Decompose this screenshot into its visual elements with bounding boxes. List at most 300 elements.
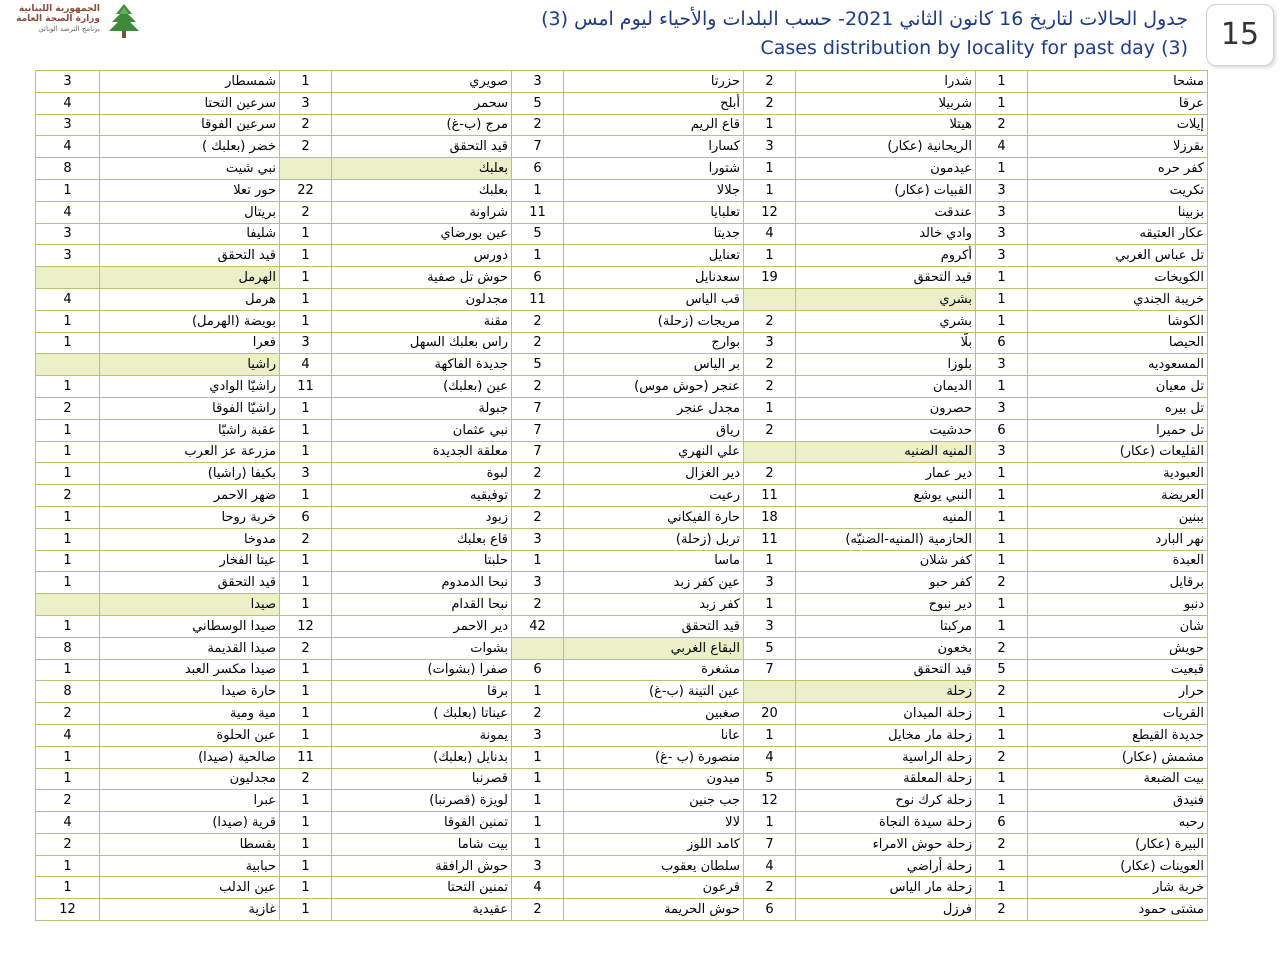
locality-name: شتورا xyxy=(564,158,744,180)
locality-name: بدنايل (بعلبك) xyxy=(332,746,512,768)
locality-name: تل عباس الغربي xyxy=(1028,245,1208,267)
logo-line-3: برنامج الترصد الوبائي xyxy=(38,25,100,33)
table-row xyxy=(36,572,1208,594)
locality-name: زحلة الميدان xyxy=(796,703,976,725)
table-row xyxy=(36,833,1208,855)
locality-name: بزبينا xyxy=(1028,201,1208,223)
case-count: 2 xyxy=(280,201,332,223)
locality-name: بشوات xyxy=(332,637,512,659)
locality-name: الحيصا xyxy=(1028,332,1208,354)
page-title-english: Cases distribution by locality for past day (3) xyxy=(760,37,1188,59)
locality-name: دير الاحمر xyxy=(332,615,512,637)
locality-name: نهر البارد xyxy=(1028,528,1208,550)
case-count: 19 xyxy=(744,267,796,289)
locality-name: تعنايل xyxy=(564,245,744,267)
locality-name: حارة صيدا xyxy=(100,681,280,703)
locality-name: مجدل عنجر xyxy=(564,397,744,419)
cedar-icon xyxy=(104,2,144,42)
locality-name: سحمر xyxy=(332,92,512,114)
table-row xyxy=(36,419,1208,441)
case-count: 1 xyxy=(976,615,1028,637)
case-count: 1 xyxy=(744,812,796,834)
locality-name: بشري xyxy=(796,288,976,310)
locality-name: سلطان يعقوب xyxy=(564,855,744,877)
case-count: 5 xyxy=(512,223,564,245)
case-count xyxy=(744,681,796,703)
locality-name: شراونة xyxy=(332,201,512,223)
case-count: 20 xyxy=(744,703,796,725)
table-row xyxy=(36,659,1208,681)
locality-name: نبي عثمان xyxy=(332,419,512,441)
locality-name: عكار العتيقه xyxy=(1028,223,1208,245)
case-count: 1 xyxy=(744,724,796,746)
locality-name: معلقة الجديدة xyxy=(332,441,512,463)
case-count: 2 xyxy=(744,376,796,398)
locality-name: بيت الضبعة xyxy=(1028,768,1208,790)
case-count: 1 xyxy=(280,288,332,310)
locality-name: عين كفر زبد xyxy=(564,572,744,594)
case-count: 1 xyxy=(36,550,100,572)
case-count: 1 xyxy=(512,746,564,768)
locality-name: عنجر (حوش موس) xyxy=(564,376,744,398)
table-row xyxy=(36,114,1208,136)
case-count: 2 xyxy=(744,463,796,485)
case-count: 3 xyxy=(36,245,100,267)
case-count: 2 xyxy=(512,463,564,485)
locality-name: شمسطار xyxy=(100,71,280,93)
case-count: 1 xyxy=(976,855,1028,877)
locality-name: برقا xyxy=(332,681,512,703)
case-count: 3 xyxy=(36,223,100,245)
case-count: 7 xyxy=(512,419,564,441)
case-count: 4 xyxy=(36,288,100,310)
page-number: 15 xyxy=(1206,4,1274,66)
locality-name: بلوزا xyxy=(796,354,976,376)
case-count: 1 xyxy=(280,899,332,921)
locality-name: مشتى حمود xyxy=(1028,899,1208,921)
table-row xyxy=(36,310,1208,332)
case-count: 6 xyxy=(976,812,1028,834)
case-count: 4 xyxy=(744,746,796,768)
table-row xyxy=(36,615,1208,637)
case-count: 1 xyxy=(36,441,100,463)
locality-name: غازية xyxy=(100,899,280,921)
locality-name: إيلات xyxy=(1028,114,1208,136)
locality-name: مية ومية xyxy=(100,703,280,725)
case-count: 1 xyxy=(280,71,332,93)
case-count: 1 xyxy=(744,397,796,419)
locality-name: البقاع الغربي xyxy=(564,637,744,659)
locality-name: زحلة أراضي xyxy=(796,855,976,877)
case-count: 2 xyxy=(976,899,1028,921)
locality-name: سعدنايل xyxy=(564,267,744,289)
locality-name: حويش xyxy=(1028,637,1208,659)
locality-name: عيدمون xyxy=(796,158,976,180)
table-row xyxy=(36,790,1208,812)
case-count: 3 xyxy=(512,855,564,877)
case-count xyxy=(744,441,796,463)
case-count: 12 xyxy=(280,615,332,637)
locality-name: حلبتا xyxy=(332,550,512,572)
locality-name: كفر زبد xyxy=(564,594,744,616)
locality-name: المنيه الضنيه xyxy=(796,441,976,463)
case-count: 1 xyxy=(36,659,100,681)
locality-name: القليعات (عكار) xyxy=(1028,441,1208,463)
case-count: 3 xyxy=(280,463,332,485)
locality-name: عين الحلوة xyxy=(100,724,280,746)
case-count: 1 xyxy=(976,376,1028,398)
locality-name: مقنة xyxy=(332,310,512,332)
case-count: 4 xyxy=(976,136,1028,158)
locality-name: جديتا xyxy=(564,223,744,245)
case-count: 1 xyxy=(280,790,332,812)
case-count: 8 xyxy=(36,637,100,659)
locality-name: فنيدق xyxy=(1028,790,1208,812)
case-count: 3 xyxy=(36,71,100,93)
case-count: 1 xyxy=(744,158,796,180)
case-count: 8 xyxy=(36,158,100,180)
locality-name: دير نبوح xyxy=(796,594,976,616)
case-count: 2 xyxy=(976,681,1028,703)
locality-name: بريتال xyxy=(100,201,280,223)
case-count: 6 xyxy=(744,899,796,921)
case-count: 2 xyxy=(280,114,332,136)
case-count: 1 xyxy=(36,572,100,594)
locality-name: علي النهري xyxy=(564,441,744,463)
locality-name: قب الياس xyxy=(564,288,744,310)
locality-name: الريحانية (عكار) xyxy=(796,136,976,158)
table-row xyxy=(36,223,1208,245)
case-count: 3 xyxy=(976,223,1028,245)
case-count: 2 xyxy=(36,833,100,855)
case-count: 1 xyxy=(280,724,332,746)
locality-name: قرعون xyxy=(564,877,744,899)
locality-name: فرزل xyxy=(796,899,976,921)
locality-name: مركبتا xyxy=(796,615,976,637)
locality-name: زحلة الراسية xyxy=(796,746,976,768)
locality-name: كفر شلان xyxy=(796,550,976,572)
locality-name: صيدا مكسر العبد xyxy=(100,659,280,681)
case-count: 1 xyxy=(280,594,332,616)
case-count: 1 xyxy=(512,550,564,572)
case-count: 4 xyxy=(36,724,100,746)
locality-name: العريضة xyxy=(1028,485,1208,507)
case-count: 4 xyxy=(744,223,796,245)
locality-name: مجدلون xyxy=(332,288,512,310)
locality-name: المنيه xyxy=(796,506,976,528)
locality-name: القريات xyxy=(1028,703,1208,725)
locality-name: تل بيره xyxy=(1028,397,1208,419)
locality-name: قاع بعلبك xyxy=(332,528,512,550)
locality-name: رياق xyxy=(564,419,744,441)
locality-name: نبي شيت xyxy=(100,158,280,180)
locality-name: مشحا xyxy=(1028,71,1208,93)
locality-name: شليفا xyxy=(100,223,280,245)
table-row xyxy=(36,681,1208,703)
case-count: 2 xyxy=(512,703,564,725)
case-count: 4 xyxy=(744,855,796,877)
table-row xyxy=(36,136,1208,158)
locality-name: جديدة القيطع xyxy=(1028,724,1208,746)
locality-name: كفر حبو xyxy=(796,572,976,594)
table-row xyxy=(36,703,1208,725)
locality-name: مجدليون xyxy=(100,768,280,790)
locality-name: حصرون xyxy=(796,397,976,419)
locality-name: خضر (بعلبك ) xyxy=(100,136,280,158)
locality-name: زحلة مار مخايل xyxy=(796,724,976,746)
case-count: 3 xyxy=(976,245,1028,267)
case-count: 1 xyxy=(36,332,100,354)
case-count: 1 xyxy=(976,768,1028,790)
case-count: 6 xyxy=(976,419,1028,441)
case-count: 1 xyxy=(976,877,1028,899)
table-row xyxy=(36,71,1208,93)
locality-name: صويري xyxy=(332,71,512,93)
case-count: 22 xyxy=(280,179,332,201)
locality-name: صيدا xyxy=(100,594,280,616)
table-row xyxy=(36,92,1208,114)
locality-name: تمنين الفوقا xyxy=(332,812,512,834)
table-row xyxy=(36,594,1208,616)
case-count: 3 xyxy=(512,724,564,746)
locality-name: نبحا الدمدوم xyxy=(332,572,512,594)
locality-name: الحازمية (المنيه-الضنيّه) xyxy=(796,528,976,550)
case-count: 12 xyxy=(36,899,100,921)
case-count: 2 xyxy=(512,485,564,507)
case-count: 12 xyxy=(744,201,796,223)
case-count: 4 xyxy=(36,136,100,158)
case-count: 2 xyxy=(280,768,332,790)
locality-name: لويزة (قصرنبا) xyxy=(332,790,512,812)
case-count: 3 xyxy=(512,528,564,550)
case-count: 3 xyxy=(976,441,1028,463)
case-count: 6 xyxy=(512,659,564,681)
locality-name: بكيفا (راشيا) xyxy=(100,463,280,485)
case-count: 2 xyxy=(512,899,564,921)
locality-name: الكوشا xyxy=(1028,310,1208,332)
case-count: 11 xyxy=(744,485,796,507)
case-count: 1 xyxy=(512,790,564,812)
locality-name: قرية (صيدا) xyxy=(100,812,280,834)
case-count: 1 xyxy=(976,267,1028,289)
locality-name: العوينات (عكار) xyxy=(1028,855,1208,877)
case-count: 2 xyxy=(512,376,564,398)
case-count: 1 xyxy=(36,463,100,485)
case-count: 3 xyxy=(280,92,332,114)
locality-name: المسعوديه xyxy=(1028,354,1208,376)
case-count: 1 xyxy=(976,594,1028,616)
locality-name: دير الغزال xyxy=(564,463,744,485)
locality-name: حزرتا xyxy=(564,71,744,93)
locality-name: عرقا xyxy=(1028,92,1208,114)
locality-name: لالا xyxy=(564,812,744,834)
case-count: 1 xyxy=(976,463,1028,485)
case-count: 1 xyxy=(744,550,796,572)
locality-name: حوش الرافقة xyxy=(332,855,512,877)
table-row xyxy=(36,201,1208,223)
case-count: 3 xyxy=(512,572,564,594)
case-count: 1 xyxy=(744,114,796,136)
case-count: 1 xyxy=(36,855,100,877)
case-count: 1 xyxy=(280,659,332,681)
locality-name: عين التينة (ب-غ) xyxy=(564,681,744,703)
locality-name: بقسطا xyxy=(100,833,280,855)
table-row xyxy=(36,441,1208,463)
locality-name: لبوة xyxy=(332,463,512,485)
locality-name: صفرا (بشوات) xyxy=(332,659,512,681)
case-count: 7 xyxy=(744,833,796,855)
case-count: 2 xyxy=(512,114,564,136)
case-count: 3 xyxy=(976,397,1028,419)
locality-name: بر الياس xyxy=(564,354,744,376)
locality-name: قيد التحقق xyxy=(100,245,280,267)
case-count: 1 xyxy=(36,746,100,768)
case-count: 1 xyxy=(280,223,332,245)
locality-name: قصرنبا xyxy=(332,768,512,790)
case-count: 3 xyxy=(744,572,796,594)
case-count: 1 xyxy=(976,288,1028,310)
case-count: 2 xyxy=(512,506,564,528)
locality-name: تعلبايا xyxy=(564,201,744,223)
locality-name: حارة الفيكاني xyxy=(564,506,744,528)
locality-name: منصورة (ب -غ) xyxy=(564,746,744,768)
locality-name: بيت شاما xyxy=(332,833,512,855)
case-count: 3 xyxy=(744,136,796,158)
case-count: 1 xyxy=(512,833,564,855)
case-count: 1 xyxy=(512,812,564,834)
case-count: 1 xyxy=(976,703,1028,725)
case-count: 42 xyxy=(512,615,564,637)
case-count: 1 xyxy=(36,506,100,528)
table-row xyxy=(36,550,1208,572)
case-count: 6 xyxy=(512,158,564,180)
case-count: 1 xyxy=(280,833,332,855)
locality-name: زبود xyxy=(332,506,512,528)
locality-name: الكويخات xyxy=(1028,267,1208,289)
locality-name: رحبه xyxy=(1028,812,1208,834)
locality-name: جلالا xyxy=(564,179,744,201)
locality-name: كسارا xyxy=(564,136,744,158)
locality-name: سرعين التحتا xyxy=(100,92,280,114)
locality-name: كفر حره xyxy=(1028,158,1208,180)
locality-name: سرعين الفوقا xyxy=(100,114,280,136)
locality-name: الهرمل xyxy=(100,267,280,289)
case-count: 1 xyxy=(280,397,332,419)
case-count: 11 xyxy=(512,201,564,223)
case-count: 1 xyxy=(976,158,1028,180)
case-count: 1 xyxy=(36,615,100,637)
locality-name: عندقت xyxy=(796,201,976,223)
case-count: 1 xyxy=(36,376,100,398)
case-count: 2 xyxy=(744,310,796,332)
case-count: 8 xyxy=(36,681,100,703)
table-row xyxy=(36,768,1208,790)
table-row xyxy=(36,288,1208,310)
locality-name: نبحا القدام xyxy=(332,594,512,616)
case-count: 5 xyxy=(744,768,796,790)
locality-name: زحلة مار الياس xyxy=(796,877,976,899)
case-count xyxy=(512,637,564,659)
locality-name: عبرا xyxy=(100,790,280,812)
case-count: 4 xyxy=(36,201,100,223)
logo-text xyxy=(8,4,100,34)
case-count: 4 xyxy=(36,812,100,834)
locality-name: حرار xyxy=(1028,681,1208,703)
case-count: 1 xyxy=(976,310,1028,332)
case-count: 1 xyxy=(280,572,332,594)
cases-table xyxy=(35,70,1208,921)
locality-name: خربة روحا xyxy=(100,506,280,528)
table-row xyxy=(36,899,1208,921)
locality-name: ضهر الاحمر xyxy=(100,485,280,507)
case-count: 2 xyxy=(976,114,1028,136)
case-count: 1 xyxy=(280,703,332,725)
locality-name: الديمان xyxy=(796,376,976,398)
case-count: 11 xyxy=(280,376,332,398)
case-count: 3 xyxy=(36,114,100,136)
locality-name: بخعون xyxy=(796,637,976,659)
case-count: 7 xyxy=(744,659,796,681)
locality-name: بلّا xyxy=(796,332,976,354)
locality-name: دنبو xyxy=(1028,594,1208,616)
locality-name: خربة شار xyxy=(1028,877,1208,899)
table-row xyxy=(36,812,1208,834)
case-count: 11 xyxy=(280,746,332,768)
case-count: 1 xyxy=(36,877,100,899)
locality-name: برقايل xyxy=(1028,572,1208,594)
case-count: 1 xyxy=(512,681,564,703)
case-count: 1 xyxy=(36,310,100,332)
locality-name: عانا xyxy=(564,724,744,746)
locality-name: عين (بعلبك) xyxy=(332,376,512,398)
case-count: 12 xyxy=(744,790,796,812)
case-count: 1 xyxy=(976,550,1028,572)
locality-name: فعرا xyxy=(100,332,280,354)
case-count: 2 xyxy=(36,703,100,725)
locality-name: توفيقيه xyxy=(332,485,512,507)
locality-name: مدوخا xyxy=(100,528,280,550)
locality-name: حدشيت xyxy=(796,419,976,441)
table-row xyxy=(36,354,1208,376)
locality-name: بعلبك xyxy=(332,179,512,201)
locality-name: قيد التحقق xyxy=(564,615,744,637)
case-count: 1 xyxy=(280,419,332,441)
table-row xyxy=(36,485,1208,507)
locality-name: راس بعلبك السهل xyxy=(332,332,512,354)
locality-name: قاع الريم xyxy=(564,114,744,136)
locality-name: راشيّا الفوقا xyxy=(100,397,280,419)
locality-name: بوارج xyxy=(564,332,744,354)
table-row xyxy=(36,855,1208,877)
table-row xyxy=(36,506,1208,528)
logo-line-2: وزارة الصحة العامة xyxy=(16,14,100,24)
case-count: 2 xyxy=(512,310,564,332)
table-row xyxy=(36,267,1208,289)
case-count: 5 xyxy=(976,659,1028,681)
locality-name: بويضة (الهرمل) xyxy=(100,310,280,332)
locality-name: ببنين xyxy=(1028,506,1208,528)
table-row xyxy=(36,637,1208,659)
case-count: 4 xyxy=(36,92,100,114)
locality-name: أبلح xyxy=(564,92,744,114)
locality-name: دورس xyxy=(332,245,512,267)
locality-name: مشمش (عكار) xyxy=(1028,746,1208,768)
locality-name: قيد التحقق xyxy=(332,136,512,158)
locality-name: بشري xyxy=(796,310,976,332)
case-count: 6 xyxy=(512,267,564,289)
case-count: 5 xyxy=(512,354,564,376)
case-count: 11 xyxy=(744,528,796,550)
